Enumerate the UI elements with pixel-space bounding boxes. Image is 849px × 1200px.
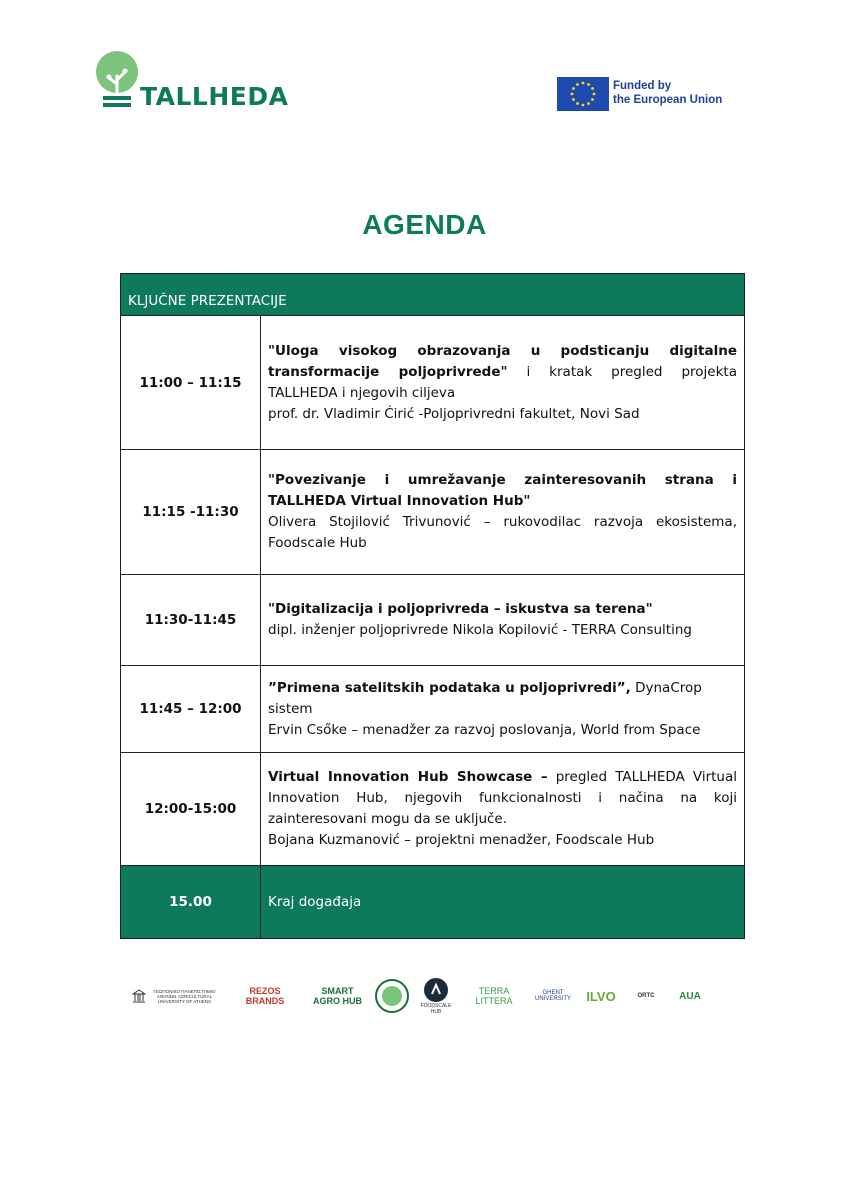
row-description: Kraj događaja — [268, 893, 362, 910]
partner-logo-ilvo: ILVO — [586, 988, 616, 1004]
talk-title: "Digitalizacija i poljoprivreda – iskustva sa terena" — [268, 601, 653, 617]
partner-logo-avr: AUA — [679, 990, 701, 1002]
partner-logo-smart-agro-hub: SMART AGRO HUB — [313, 986, 362, 1006]
speaker: dipl. inženjer poljoprivrede Nikola Kopilović - TERRA Consulting — [268, 622, 692, 638]
row-time: 11:45 – 12:00 — [121, 666, 261, 752]
seal-icon — [374, 978, 410, 1014]
row-time: 11:00 – 11:15 — [121, 316, 261, 449]
row-time: 12:00-15:00 — [121, 753, 261, 865]
talk-details: i kratak pregled projekta TALLHEDA i njegovih ciljeva — [268, 363, 737, 401]
partner-logo-aua: ΓΕΩΠΟΝΙΚΟ ΠΑΝΕΠΙΣΤΗΜΙΟ ΑΘΗΝΩΝ AGRICULTURAL UNIVERSITY OF ATHENS — [130, 976, 225, 1016]
partner-logo-rezos: REZOS BRANDS — [245, 986, 285, 1006]
talk-details: DynaCrop sistem — [268, 679, 702, 717]
agenda-row — [121, 316, 744, 450]
speaker: Ervin Csőke – menadžer za razvoj poslovanja, World from Space — [268, 721, 701, 738]
speaker: Bojana Kuzmanović – projektni menadžer, Foodscale Hub — [268, 832, 655, 848]
row-description — [261, 753, 744, 865]
page-title: AGENDA — [362, 209, 487, 240]
tree-icon — [96, 50, 144, 110]
talk-title: Virtual Innovation Hub Showcase – — [268, 769, 548, 785]
partner-logo-ghent: GHENT UNIVERSITY — [534, 990, 571, 1002]
talk-title: "Povezivanje i umrežavanje zainteresovanih strana i TALLHEDA Virtual Innovation Hub" — [268, 472, 737, 509]
partner-logo-ortc: ORTC — [637, 993, 655, 999]
row-time: 15.00 — [121, 866, 261, 938]
logo-text: TALLHEDA — [140, 82, 289, 111]
speaker: Olivera Stojilović Trivunović – rukovodilac razvoja ekosistema, Foodscale Hub — [268, 514, 737, 551]
talk-title: "Uloga visokog obrazovanja u podsticanju digitalne transformacije poljoprivrede" — [268, 342, 737, 380]
section-header: KLJUČNE PREZENTACIJE — [121, 274, 744, 316]
eu-funding-text: Funded by the European Union — [613, 80, 723, 106]
row-description — [261, 450, 744, 574]
eu-flag-icon — [557, 77, 609, 111]
agenda-table — [120, 273, 745, 939]
column-icon — [132, 989, 146, 1003]
foodscale-icon — [423, 977, 449, 1003]
tallheda-logo — [96, 50, 296, 112]
row-time: 11:15 -11:30 — [121, 450, 261, 574]
partner-logo-seal — [372, 976, 412, 1016]
agenda-row — [121, 666, 744, 753]
row-time: 11:30-11:45 — [121, 575, 261, 665]
agenda-row — [121, 575, 744, 666]
row-description — [261, 575, 744, 665]
row-description — [261, 666, 744, 752]
row-description — [261, 316, 744, 449]
speaker: prof. dr. Vladimir Ćirić -Poljoprivredni fakultet, Novi Sad — [268, 405, 640, 422]
agenda-row — [121, 450, 744, 575]
talk-title: ”Primena satelitskih podataka u poljoprivredi”, — [268, 679, 631, 696]
partner-logo-terra-littera: TERRA LITTERA — [475, 986, 513, 1006]
partner-logo-foodscale-hub: FOODSCALE HUB — [415, 976, 457, 1016]
agenda-row — [121, 753, 744, 866]
talk-details: pregled TALLHEDA Virtual Innovation Hub, njegovih funkcionalnosti i načina na koji zainteresovani mogu da se uključe. — [268, 769, 737, 827]
agenda-end-row — [121, 866, 744, 938]
